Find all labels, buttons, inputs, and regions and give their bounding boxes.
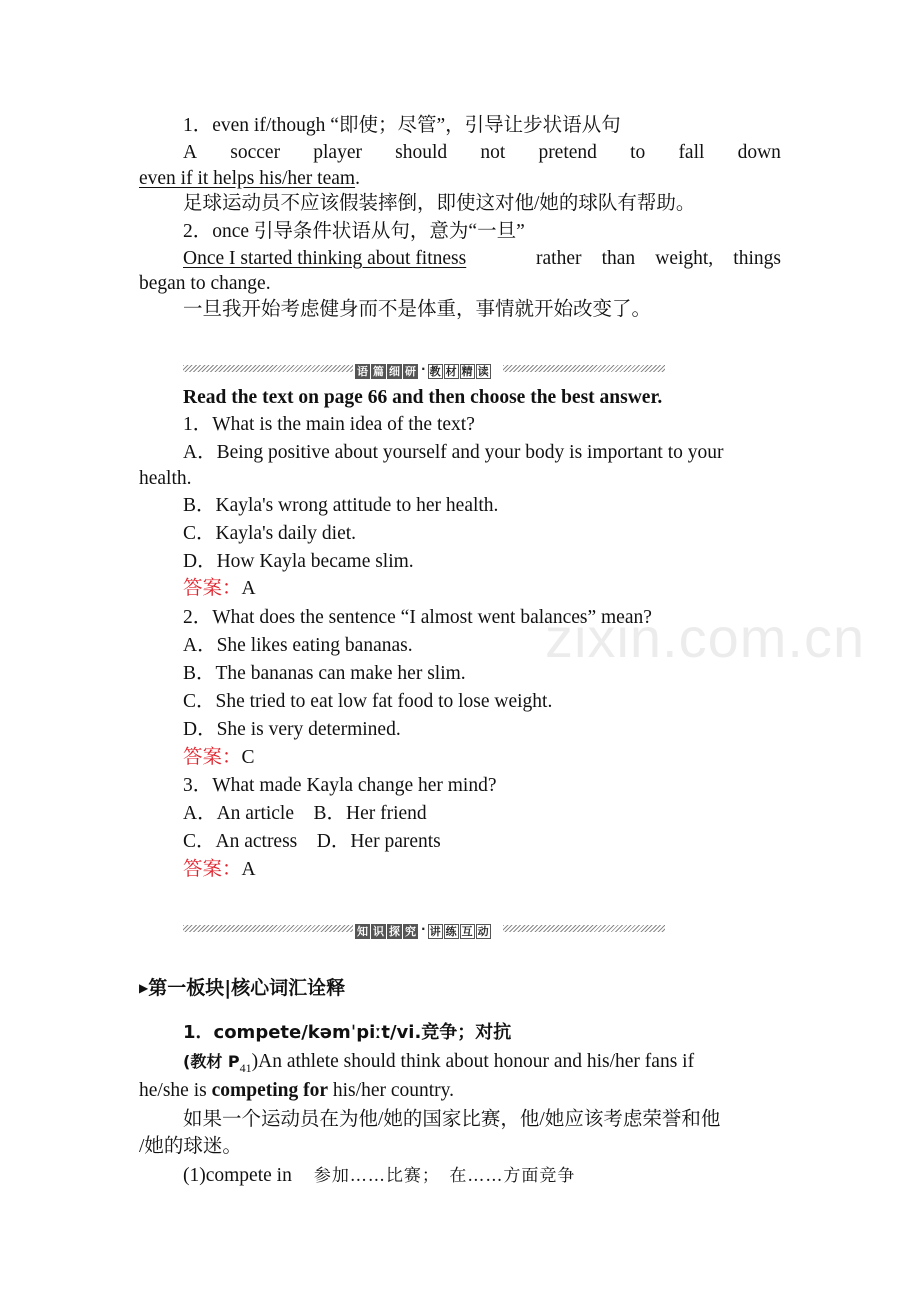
word: down: [737, 142, 781, 163]
section-heading: [139, 975, 345, 1001]
q1-answer: [183, 576, 781, 602]
divider-label: 语 篇 细 研 · 教 材 精 读: [355, 360, 492, 378]
question-3: 3．What made Kayla change her mind?: [183, 775, 497, 796]
underlined-clause: Once I started thinking about fitness: [183, 248, 467, 269]
answer-value: A: [241, 578, 256, 599]
word: not: [480, 142, 506, 163]
word: player: [313, 142, 362, 163]
grammar-item1-translation: 足球运动员不应该假装摔倒，即使这对他/她的球队有帮助。: [183, 193, 696, 214]
divider-label-char: 材: [445, 364, 457, 378]
vocab-entry-1-example-cont: he/she is competing for his/her country.: [139, 1080, 455, 1101]
grammar-item2-example-line2: began to change.: [139, 273, 271, 294]
q3-options-ab: A．An article B．Her friend: [183, 803, 427, 824]
q1-option-c: C．Kayla's daily diet.: [183, 523, 357, 544]
answer-value: A: [241, 859, 256, 880]
q2-option-d: D．She is very determined.: [183, 719, 401, 740]
divider-label-right: [428, 360, 492, 379]
word: rather: [536, 248, 582, 269]
divider-label-char: 篇: [373, 364, 384, 378]
q2-option-a: A．She likes eating bananas.: [183, 635, 413, 656]
divider-label: 知 识 探 究 · 讲 练 互 动: [355, 920, 492, 938]
watermark: zixin.com.cn: [545, 606, 866, 669]
q2-answer: [183, 745, 781, 771]
divider-hatch-left: [183, 365, 353, 372]
word: to: [630, 142, 646, 163]
word: than: [601, 248, 636, 269]
divider-label-char: 讲: [429, 924, 441, 938]
divider-label-char: 研: [405, 364, 416, 378]
vocab-entry-1-translation: 如果一个运动员在为他/她的国家比赛，他/她应该考虑荣誉和他: [183, 1109, 721, 1130]
answer-value: C: [241, 747, 255, 768]
vocab-entry-1-headword: 1．compete/kəmˈpiːt/vi.竞争；对抗: [183, 1022, 512, 1043]
divider-label-char: 动: [477, 924, 489, 938]
q2-option-c: C．She tried to eat low fat food to lose weight.: [183, 691, 553, 712]
word: A: [183, 142, 198, 163]
bold-phrase: competing for: [211, 1080, 329, 1101]
answer-label: 答案：: [183, 747, 242, 768]
section-divider-reading: [183, 360, 665, 378]
question-2: 2．What does the sentence “I almost went balances” mean?: [183, 607, 652, 628]
vocab-phrase-1: (1)compete in 参加……比赛； 在……方面竞争: [183, 1165, 576, 1186]
q1-option-b: B．Kayla's wrong attitude to her health.: [183, 495, 499, 516]
word: fall: [678, 142, 705, 163]
divider-hatch-left: [183, 925, 353, 932]
grammar-item2-translation: 一旦我开始考虑健身而不是体重，事情就开始改变了。: [183, 299, 652, 320]
divider-label-char: 探: [389, 924, 400, 938]
divider-label-char: 互: [461, 924, 473, 938]
word: pretend: [538, 142, 597, 163]
divider-label-char: 语: [357, 364, 368, 378]
grammar-item1-example-line1: [183, 140, 781, 166]
divider-label-char: 细: [389, 364, 400, 378]
underlined-clause: even if it helps his/her team: [139, 168, 356, 189]
divider-label-left: [355, 360, 419, 379]
divider-label-char: 读: [477, 364, 489, 378]
q1-option-d: D．How Kayla became slim.: [183, 551, 414, 572]
question-1: 1．What is the main idea of the text?: [183, 414, 475, 435]
divider-label-char: 精: [461, 364, 473, 378]
q1-option-a-cont: health.: [139, 468, 192, 489]
q1-option-a: A．Being positive about yourself and your body is important to your: [183, 442, 724, 463]
divider-label-char: 究: [405, 924, 416, 938]
example-words: [536, 246, 781, 272]
grammar-item2-example-line1: [183, 246, 781, 272]
q3-answer: [183, 857, 781, 883]
reading-instruction: Read the text on page 66 and then choose the best answer.: [183, 387, 663, 408]
period: .: [355, 168, 360, 189]
example-words: [183, 140, 781, 166]
word: soccer: [230, 142, 281, 163]
answer-label: 答案：: [183, 578, 242, 599]
section-divider-knowledge: [183, 920, 665, 938]
q2-option-b: B．The bananas can make her slim.: [183, 663, 466, 684]
vocab-entry-1-source: (教材 $P_{41})An$ athlete should think about honour and his/her fans if: [183, 1051, 695, 1075]
section-title: 第一板块|核心词汇诠释: [148, 977, 346, 999]
grammar-item1-example-line2: [139, 166, 781, 192]
grammar-item2-title: 2．once 引导条件状语从句，意为“一旦”: [183, 221, 525, 242]
grammar-item1-title: 1．even if/though “即使；尽管”，引导让步状语从句: [183, 115, 621, 136]
word: should: [395, 142, 448, 163]
divider-label-char: 练: [445, 924, 457, 938]
word: weight,: [655, 248, 714, 269]
divider-label-char: 教: [429, 364, 441, 378]
divider-hatch-right: [503, 925, 665, 932]
word: things: [733, 248, 781, 269]
answer-label: 答案：: [183, 859, 242, 880]
divider-label-char: 识: [373, 924, 384, 938]
q3-options-cd: C．An actress D．Her parents: [183, 831, 441, 852]
divider-label-left: [355, 920, 419, 939]
triangle-bullet-icon: ▶: [139, 981, 149, 995]
divider-label-right: [428, 920, 492, 939]
vocab-entry-1-translation-cont: /她的球迷。: [139, 1136, 242, 1157]
divider-hatch-right: [503, 365, 665, 372]
divider-label-char: 知: [357, 924, 368, 938]
